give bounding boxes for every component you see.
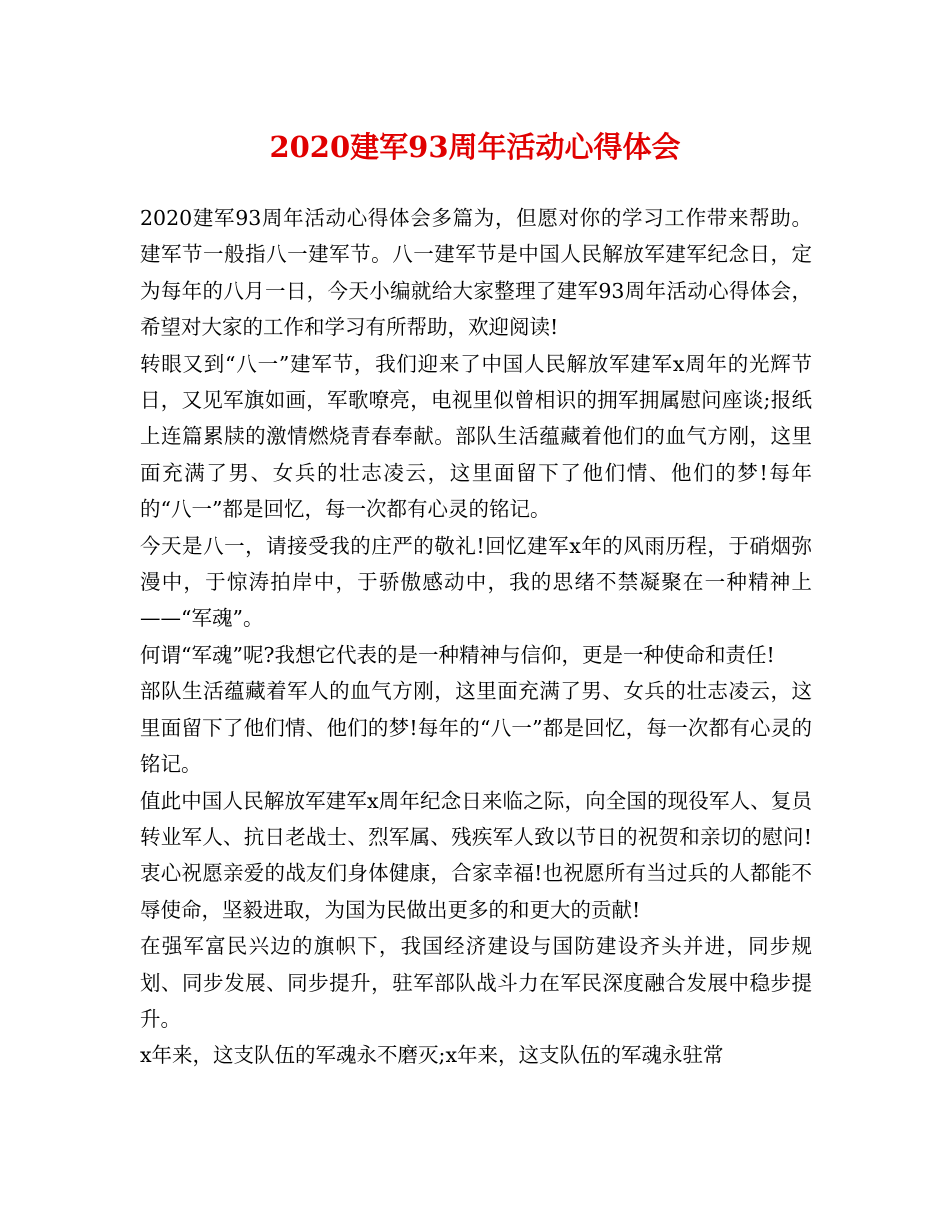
paragraph-x-years: x年来，这支队伍的军魂永不磨灭;x年来，这支队伍的军魂永驻常 [140,1043,724,1068]
paragraph-army-soul-question: 何谓“军魂”呢?我想它代表的是一种精神与信仰，更是一种使命和责任! [140,642,775,667]
paragraph-army-life: 部队生活蕴藏着军人的血气方刚，这里面充满了男、女兵的壮志凌云，这里面留下了他们情、他们的梦!每年的“八一”都是回忆，每一次都有心灵的铭记。 [140,679,812,777]
paragraph-strong-army: 在强军富民兴边的旗帜下，我国经济建设与国防建设齐头并进，同步规划、同步发展、同步提升，驻军部队战斗力在军民深度融合发展中稳步提升。 [140,934,812,1031]
paragraph-salute: 今天是八一，请接受我的庄严的敬礼!回忆建军x年的风雨历程，于硝烟弥漫中，于惊涛拍岸中，于骄傲感动中，我的思绪不禁凝聚在一种精神上——“军魂”。 [140,533,812,631]
document-body [140,200,812,1074]
paragraph-intro: 2020建军93周年活动心得体会多篇为，但愿对你的学习工作带来帮助。建军节一般指八一建军节。八一建军节是中国人民解放军建军纪念日，定为每年的八月一日，今天小编就给大家整理了建军93周年活动心得体会，希望对大家的工作和学习有所帮助，欢迎阅读! [140,206,812,340]
document-title: 2020建军93周年活动心得体会 [269,130,681,164]
paragraph-bayi-festival: 转眼又到“八一”建军节，我们迎来了中国人民解放军建军x周年的光辉节日，又见军旗如画，军歌嘹亮，电视里似曾相识的拥军拥属慰问座谈;报纸上连篇累牍的激情燃烧青春奉献。部队生活蕴藏着他们的血气方刚，这里面充满了男、女兵的壮志凌云，这里面留下了他们情、他们的梦!每年的“八一”都是回忆，每一次都有心灵的铭记。 [140,351,812,522]
paragraph-greetings: 值此中国人民解放军建军x周年纪念日来临之际，向全国的现役军人、复员转业军人、抗日老战士、烈军属、残疾军人致以节日的祝贺和亲切的慰问!衷心祝愿亲爱的战友们身体健康，合家幸福!也祝愿所有当过兵的人都能不辱使命，坚毅进取，为国为民做出更多的和更大的贡献! [140,788,812,922]
